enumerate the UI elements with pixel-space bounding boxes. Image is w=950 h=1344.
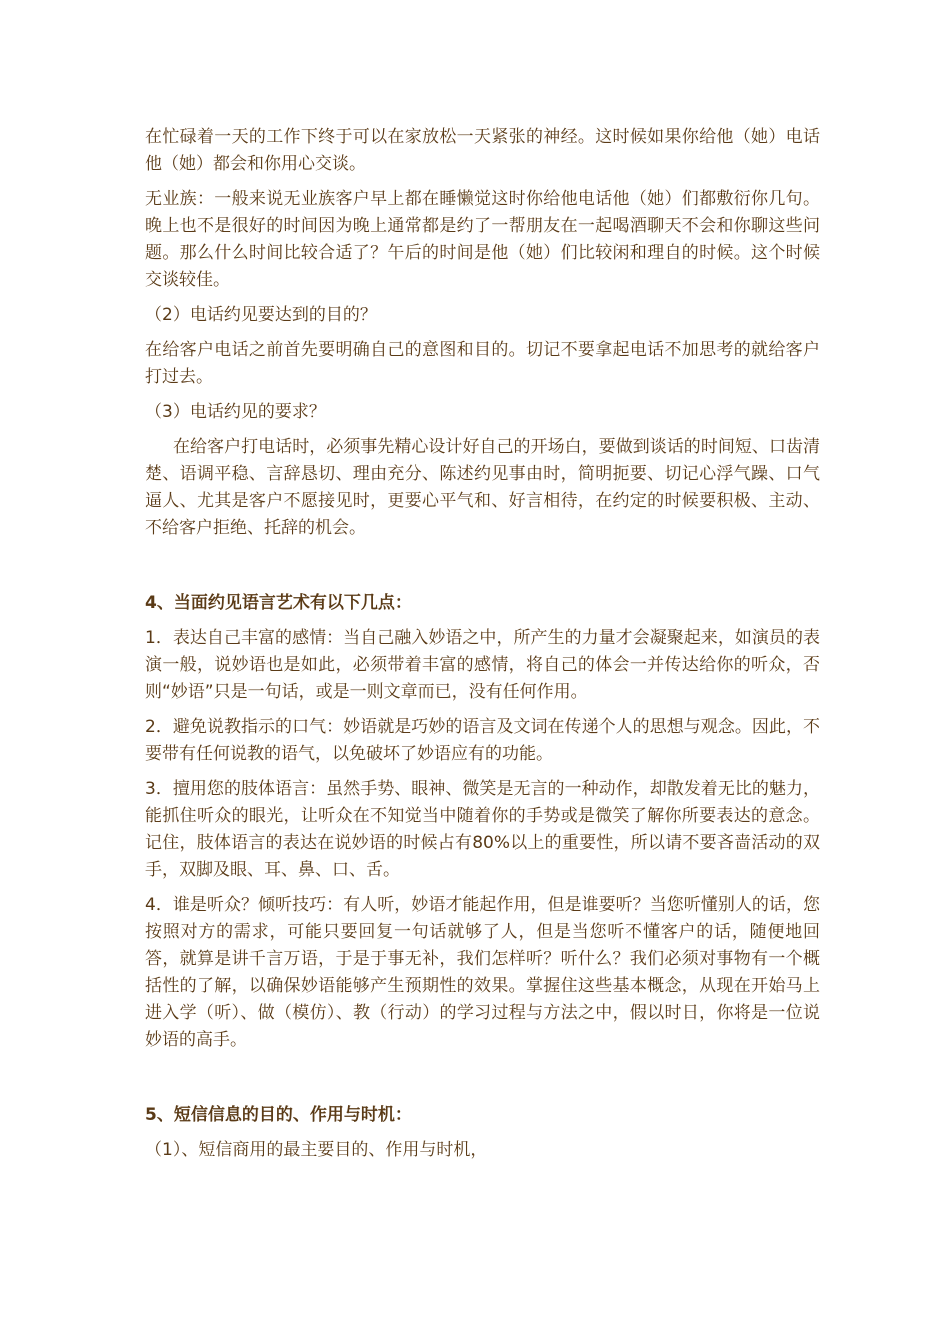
subheading-phone-purpose: （2）电话约见要达到的目的？: [145, 305, 377, 325]
section-4-item-1: 1．表达自己丰富的感情：当自己融入妙语之中，所产生的力量才会凝聚起来，如演员的表演一般，说妙语也是如此，必须带着丰富的感情，将自己的体会一并传达给你的听众，否则“妙语”只是一句话，或是一则文章而已，没有任何作用。: [145, 628, 820, 702]
paragraph-evening-contact: 在忙碌着一天的工作下终于可以在家放松一天紧张的神经。这时候如果你给他（她）电话他（她）都会和你用心交谈。: [145, 127, 820, 174]
document-body: [145, 124, 820, 1172]
paragraph-phone-requirements: 在给客户打电话时，必须事先精心设计好自己的开场白，要做到谈话的时间短、口齿清楚、语调平稳、言辞恳切、理由充分、陈述约见事由时，简明扼要、切记心浮气躁、口气逼人、尤其是客户不愿接见时，更要心平气和、好言相待，在约定的时候要积极、主动、不给客户拒绝、托辞的机会。: [145, 437, 820, 538]
section-spacer: [145, 550, 820, 590]
section-5-item-1: （1）、短信商用的最主要目的、作用与时机，: [145, 1140, 488, 1160]
subheading-phone-requirements: （3）电话约见的要求？: [145, 402, 326, 422]
section-spacer: [145, 1062, 820, 1102]
section-5-heading: 5、短信信息的目的、作用与时机：: [145, 1105, 412, 1125]
paragraph-phone-purpose: 在给客户电话之前首先要明确自己的意图和目的。切记不要拿起电话不加思考的就给客户打过去。: [145, 340, 820, 387]
section-4-heading: 4、当面约见语言艺术有以下几点：: [145, 593, 412, 613]
paragraph-unemployed-contact: 无业族：一般来说无业族客户早上都在睡懒觉这时你给他电话他（她）们都敷衍你几句。晚上也不是很好的时间因为晚上通常都是约了一帮朋友在一起喝酒聊天不会和你聊这些问题。那么什么时间比较合适了？午后的时间是他（她）们比较闲和理自的时候。这个时候交谈较佳。: [145, 189, 820, 290]
section-4-item-4: 4．谁是听众？倾听技巧：有人听，妙语才能起作用，但是谁要听？当您听懂别人的话，您按照对方的需求，可能只要回复一句话就够了人，但是当您听不懂客户的话，随便地回答，就算是讲千言万语，于是于事无补，我们怎样听？听什么？我们必须对事物有一个概括性的了解，以确保妙语能够产生预期性的效果。掌握住这些基本概念，从现在开始马上进入学（听）、做（模仿）、教（行动）的学习过程与方法之中，假以时日，你将是一位说妙语的高手。: [145, 895, 820, 1050]
section-4-item-2: 2．避免说教指示的口气：妙语就是巧妙的语言及文词在传递个人的思想与观念。因此，不要带有任何说教的语气，以免破坏了妙语应有的功能。: [145, 717, 820, 764]
section-4-item-3: 3．擅用您的肢体语言：虽然手势、眼神、微笑是无言的一种动作，却散发着无比的魅力，能抓住听众的眼光，让听众在不知觉当中随着你的手势或是微笑了解你所要表达的意念。记住，肢体语言的表达在说妙语的时候占有80%以上的重要性，所以请不要吝啬活动的双手，双脚及眼、耳、鼻、口、舌。: [145, 779, 820, 880]
